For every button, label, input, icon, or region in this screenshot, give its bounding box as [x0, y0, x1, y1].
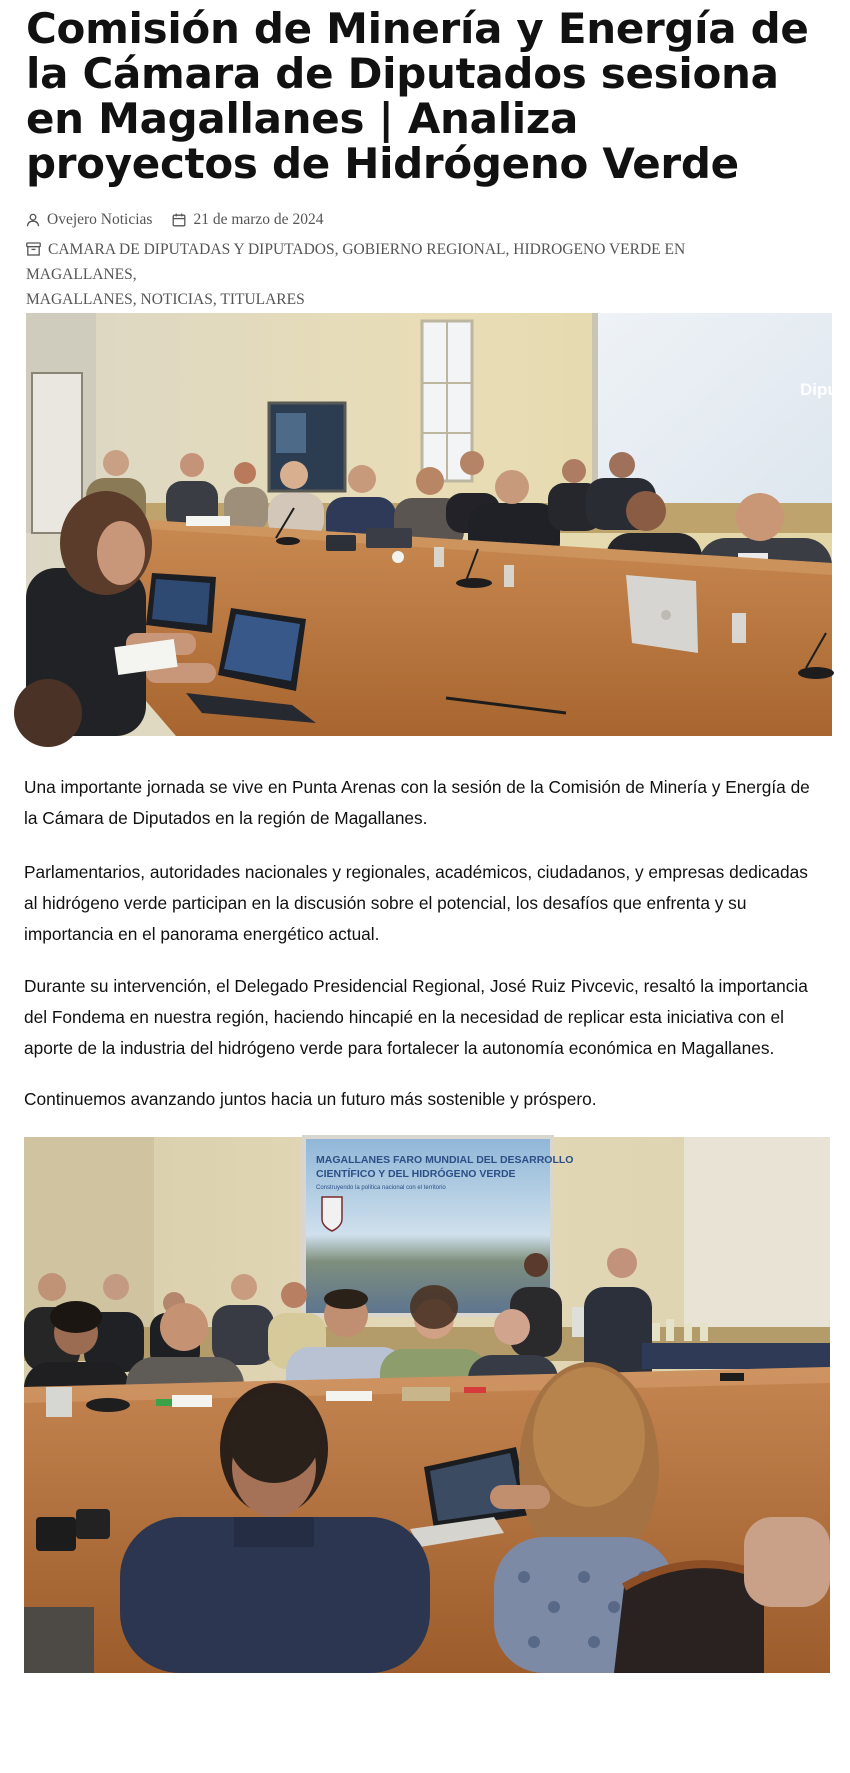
author-meta[interactable]: [26, 211, 152, 229]
category-link[interactable]: CAMARA DE DIPUTADAS Y DIPUTADOS: [48, 241, 335, 258]
calendar-icon: [172, 213, 186, 227]
post-meta: [26, 211, 343, 229]
article-title: Comisión de Minería y Energía de la Cámara de Diputados sesiona en Magallanes | Analiza proyectos de Hidrógeno Verde: [26, 4, 809, 188]
session-photo: [24, 1137, 830, 1673]
category-link[interactable]: NOTICIAS: [140, 291, 213, 308]
paragraph: Parlamentarios, autoridades nacionales y regionales, académicos, ciudadanos, y empresas dedicadas al hidrógeno verde participan en la discusión sobre el potencial, los desafíos que enfrenta y su importancia en el panorama energético actual.: [24, 862, 808, 944]
screen-title-line1: MAGALLANES FARO MUNDIAL DEL DESARROLLO: [316, 1154, 574, 1166]
category-link[interactable]: HIDROGENO VERDE EN MAGALLANES: [26, 241, 686, 283]
category-link[interactable]: MAGALLANES: [26, 291, 133, 308]
author-name[interactable]: Ovejero Noticias: [47, 211, 153, 228]
category-separator: ,: [132, 266, 137, 283]
screen-caption: Dipu: [800, 380, 838, 399]
post-date: 21 de marzo de 2024: [193, 211, 324, 228]
shield-icon: [322, 1197, 342, 1231]
featured-image: [26, 313, 838, 736]
category-separator: ,: [334, 241, 343, 258]
screen-title-line2: CIENTÍFICO Y DEL HIDRÓGENO VERDE: [316, 1168, 516, 1180]
category-separator: ,: [505, 241, 514, 258]
category-separator: ,: [212, 291, 221, 308]
user-icon: [26, 213, 40, 227]
paragraph: Una importante jornada se vive en Punta Arenas con la sesión de la Comisión de Minería y Energía de la Cámara de Diputados en la región de Magallanes.: [24, 777, 810, 828]
date-meta: [172, 211, 323, 229]
category-list: [26, 237, 796, 312]
paragraph: Continuemos avanzando juntos hacia un futuro más sostenible y próspero.: [24, 1089, 597, 1109]
category-link[interactable]: TITULARES: [220, 291, 305, 308]
category-separator: ,: [132, 291, 141, 308]
archive-icon: [26, 242, 41, 256]
screen-subtitle: Construyendo la política nacional con el territorio: [316, 1185, 446, 1191]
category-link[interactable]: GOBIERNO REGIONAL: [342, 241, 506, 258]
paragraph: Durante su intervención, el Delegado Presidencial Regional, José Ruiz Pivcevic, resaltó la importancia del Fondema en nuestra región, haciendo hincapié en la necesidad de replicar esta iniciativa con el aporte de la industria del hidrógeno verde para fortalecer la autonomía económica en Magallanes.: [24, 976, 808, 1058]
